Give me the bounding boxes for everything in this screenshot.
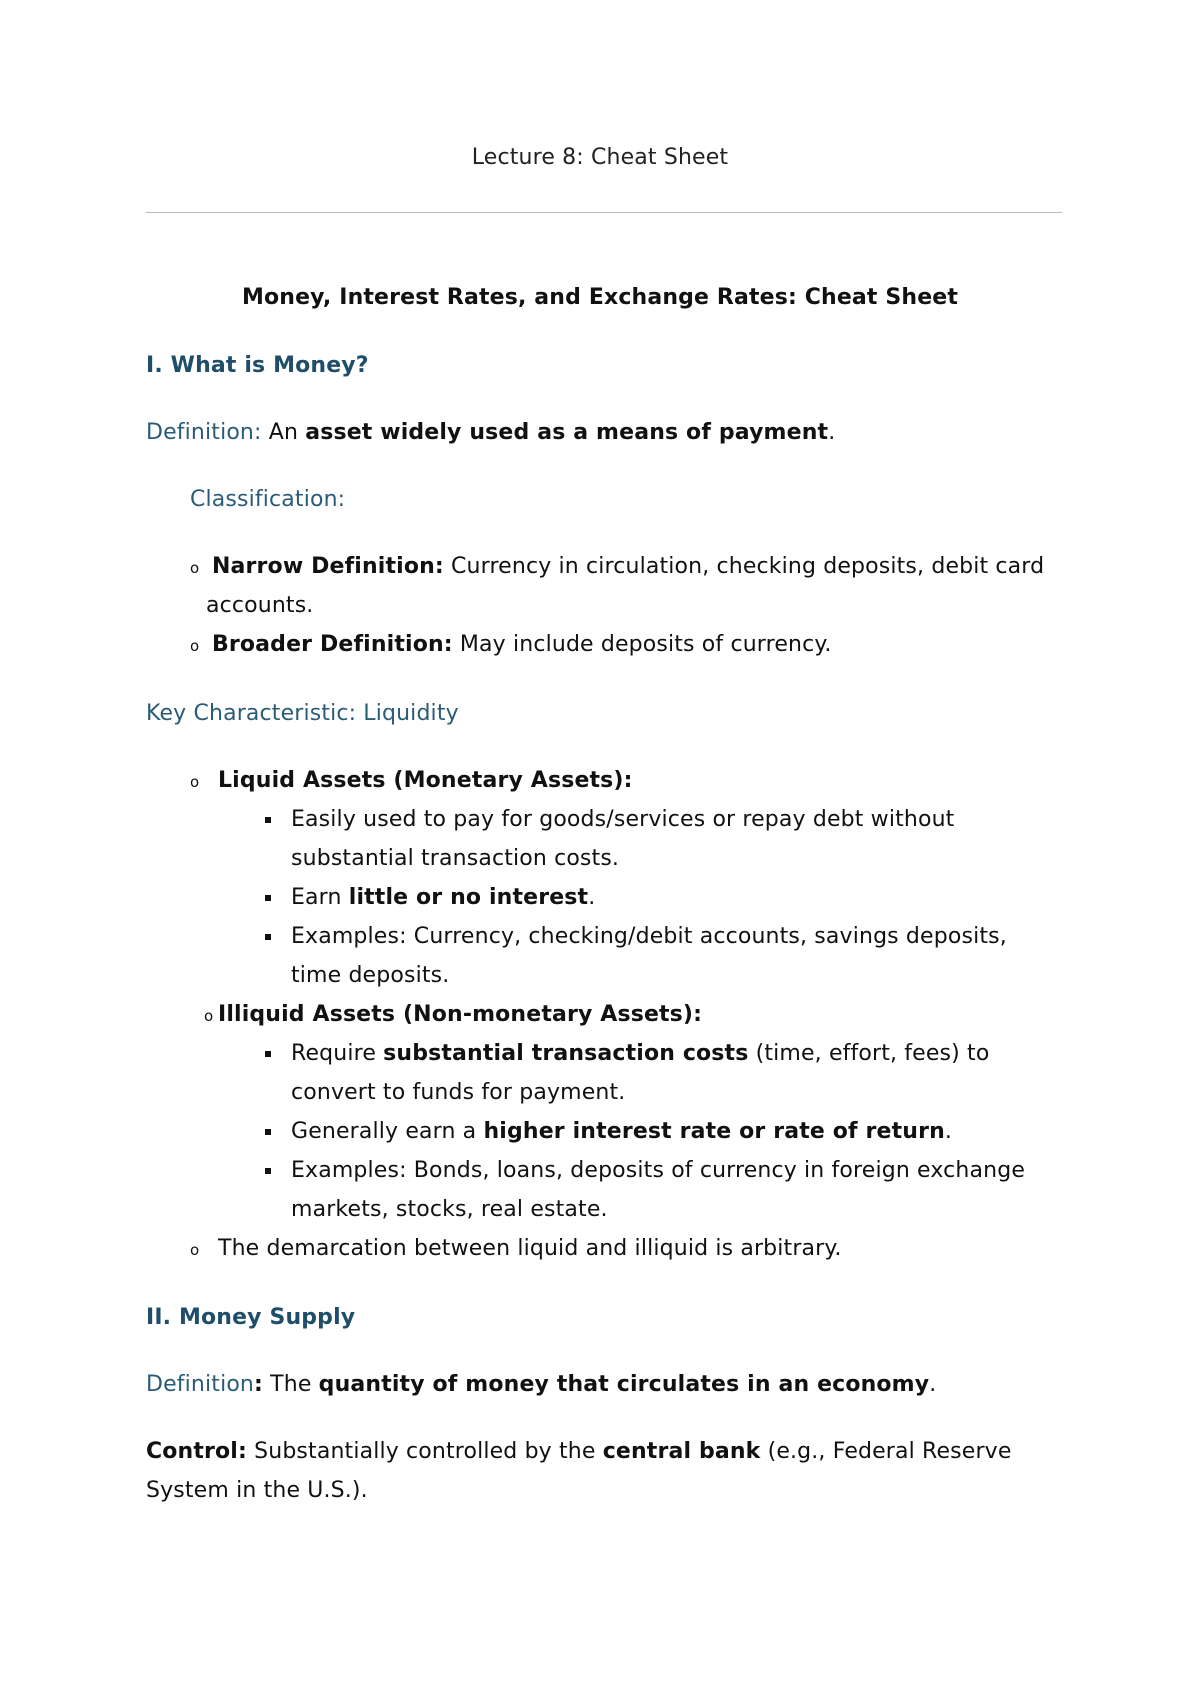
section-heading-money-supply: II. Money Supply xyxy=(146,1305,356,1330)
section-heading-what-is-money: I. What is Money? xyxy=(146,353,369,378)
control-bold: central bank xyxy=(602,1439,761,1464)
header-rule xyxy=(146,212,1062,213)
definition-label: Definition: xyxy=(146,420,262,445)
broader-text: May include deposits of currency. xyxy=(459,632,832,657)
demarcation-text: The demarcation between liquid and illiquid is arbitrary. xyxy=(218,1236,842,1261)
illiquid-item-1-cont: convert to funds for payment. xyxy=(291,1080,626,1105)
definition-colon: : xyxy=(254,1372,263,1397)
liquid-item-2-pre: Earn xyxy=(291,885,342,910)
illiquid-item-3: Examples: Bonds, loans, deposits of currency in foreign exchange xyxy=(291,1158,1025,1183)
money-definition xyxy=(146,417,835,449)
circle-bullet: o xyxy=(190,773,200,791)
illiquid-item-2 xyxy=(291,1116,952,1148)
definition-pre: An xyxy=(268,420,299,445)
key-characteristic-label: Key Characteristic: Liquidity xyxy=(146,701,459,726)
control-post: (e.g., Federal Reserve xyxy=(767,1439,1012,1464)
circle-bullet: o xyxy=(190,637,200,655)
definition-post: . xyxy=(828,420,836,445)
page-header: Lecture 8: Cheat Sheet xyxy=(471,145,729,170)
illiquid-assets-label: Illiquid Assets (Non-monetary Assets): xyxy=(218,1002,703,1027)
liquid-item-2 xyxy=(291,882,595,914)
narrow-label: Narrow Definition: xyxy=(212,554,444,579)
money-supply-definition xyxy=(146,1369,936,1401)
illiquid-item-1-post: (time, effort, fees) to xyxy=(755,1041,990,1066)
illiquid-item-2-post: . xyxy=(944,1119,953,1144)
control-label: Control: xyxy=(146,1439,247,1464)
circle-bullet: o xyxy=(190,1241,200,1259)
definition-label: Definition xyxy=(146,1372,255,1397)
square-bullet xyxy=(265,817,271,823)
square-bullet xyxy=(265,1051,271,1057)
liquid-item-2-post: . xyxy=(588,885,596,910)
circle-bullet: o xyxy=(204,1007,214,1025)
illiquid-item-1 xyxy=(291,1038,989,1070)
broader-definition xyxy=(212,629,832,661)
illiquid-item-3-cont: markets, stocks, real estate. xyxy=(291,1197,608,1222)
illiquid-item-1-bold: substantial transaction costs xyxy=(383,1041,749,1066)
document-title: Money, Interest Rates, and Exchange Rates: Cheat Sheet xyxy=(241,285,959,310)
control-text xyxy=(146,1436,1012,1468)
narrow-definition-cont: accounts. xyxy=(206,593,314,618)
liquid-item-2-bold: little or no interest xyxy=(348,885,589,910)
broader-label: Broader Definition: xyxy=(212,632,453,657)
liquid-item-1: Easily used to pay for goods/services or repay debt without xyxy=(291,807,955,832)
circle-bullet: o xyxy=(190,559,200,577)
square-bullet xyxy=(265,1129,271,1135)
illiquid-item-2-pre: Generally earn a xyxy=(291,1119,477,1144)
definition-bold: asset widely used as a means of payment xyxy=(305,420,829,445)
narrow-text: Currency in circulation, checking deposits, debit card xyxy=(451,554,1045,579)
liquid-item-3: Examples: Currency, checking/debit accounts, savings deposits, xyxy=(291,924,1007,949)
definition-bold: quantity of money that circulates in an economy xyxy=(318,1372,930,1397)
liquid-item-1-cont: substantial transaction costs. xyxy=(291,846,620,871)
control-pre: Substantially controlled by the xyxy=(254,1439,596,1464)
illiquid-item-2-bold: higher interest rate or rate of return xyxy=(483,1119,945,1144)
classification-label: Classification: xyxy=(190,487,346,512)
narrow-definition xyxy=(212,551,1044,583)
square-bullet xyxy=(265,1168,271,1174)
control-text-cont: System in the U.S.). xyxy=(146,1478,368,1503)
liquid-assets-label: Liquid Assets (Monetary Assets): xyxy=(218,768,633,793)
definition-pre: The xyxy=(270,1372,312,1397)
definition-post: . xyxy=(929,1372,937,1397)
square-bullet xyxy=(265,895,271,901)
illiquid-item-1-pre: Require xyxy=(291,1041,377,1066)
liquid-item-3-cont: time deposits. xyxy=(291,963,450,988)
square-bullet xyxy=(265,934,271,940)
